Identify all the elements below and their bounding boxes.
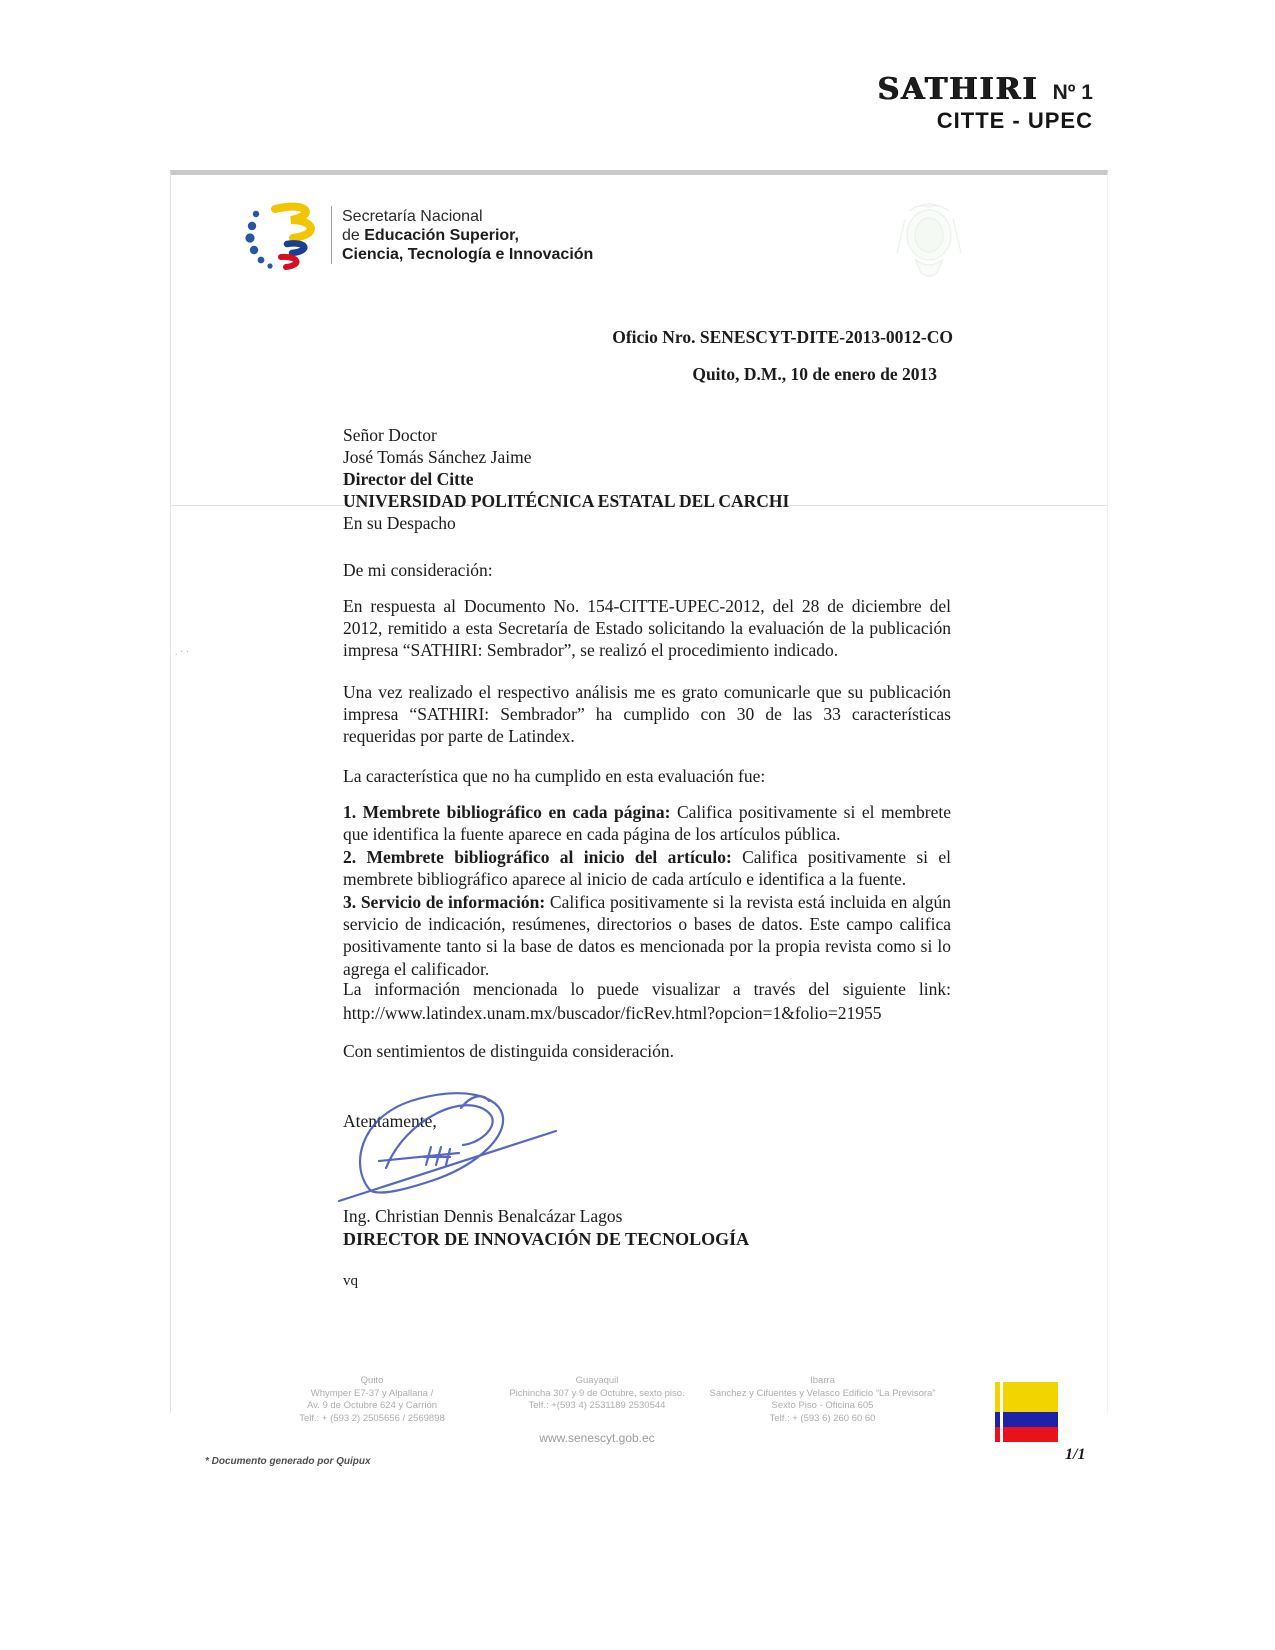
item-2-lead: 2. Membrete bibliográfico al inicio del artículo: [343, 846, 732, 867]
page-number: 1/1 [1065, 1446, 1086, 1463]
scan-artifact-dots: . · · [175, 647, 190, 658]
office-address: Sexto Piso - Oficina 605 [771, 1400, 874, 1411]
logo-line3-bold: Ciencia, Tecnología e Innovación [342, 245, 594, 263]
office-address: Pichincha 307 y 9 de Octubre, sexto piso. [509, 1387, 685, 1399]
letter-sheet [170, 170, 1108, 1413]
item-3-text: Califica positivamente si la revista está incluida en algún servicio de indicación, resúmenes, directorios o bases de datos. Este campo califica positivamente tanto si la base de datos es mencionada por la propia revista como si lo agrega el calificador. [343, 891, 952, 979]
evaluation-item-3 [343, 891, 951, 981]
evaluation-item-2 [343, 846, 951, 891]
typist-initials: vq [343, 1273, 358, 1289]
journal-subtitle: CITTE - UPEC [936, 108, 1093, 133]
quipux-note: * Documento generado por Quipux [205, 1456, 371, 1467]
flag-pole-line [1000, 1382, 1003, 1442]
characteristic-intro: La característica que no ha cumplido en esta evaluación fue: [343, 766, 766, 786]
paragraph-1: En respuesta al Documento No. 154-CITTE-UPEC-2012, del 28 de diciembre del 2012, remitido a esta Secretaría de Estado solicitando la evaluación de la publicación impresa “SATHIRI: Sembrador”, se realizó el procedimiento indicado. [343, 596, 951, 660]
flag-stripe-yellow [995, 1382, 1058, 1412]
office-address: Av. 9 de Octubre 624 y Carrión [306, 1400, 438, 1411]
dateline: Quito, D.M., 10 de enero de 2013 [692, 364, 937, 384]
logo-divider [331, 206, 332, 264]
recipient-institution: UNIVERSIDAD POLITÉCNICA ESTATAL DEL CARCHI [343, 491, 790, 511]
coat-of-arms-watermark-icon [879, 193, 979, 283]
office-address: Whymper E7-37 y Alpallana / [310, 1387, 434, 1399]
office-address: Sánchez y Cifuentes y Velasco Edificio “La Previsora” [709, 1387, 936, 1399]
signoff: Atentamente, [343, 1111, 437, 1131]
ecuador-flag [995, 1382, 1058, 1442]
logo-line1: Secretaría Nacional [342, 207, 483, 225]
footer-office-ibarra [695, 1375, 950, 1425]
senescyt-logo-icon [245, 199, 329, 271]
flag-stripe-blue [995, 1412, 1058, 1427]
latindex-url: http://www.latindex.unam.mx/buscador/ficRev.html?opcion=1&folio=21955 [343, 1003, 882, 1023]
journal-title: SATHIRI [877, 72, 1039, 107]
salutation: De mi consideración: [343, 560, 493, 580]
recipient-name: José Tomás Sánchez Jaime [343, 447, 532, 467]
closing-line: Con sentimientos de distinguida consideración. [343, 1041, 674, 1061]
office-city: Guayaquil [575, 1375, 619, 1386]
website-url: www.senescyt.gob.ec [539, 1431, 655, 1445]
item-1-text: Califica positivamente si el membrete que identifica la fuente aparece en cada página de los artículos pública. [343, 802, 951, 845]
journal-issue-number: Nº 1 [1052, 81, 1093, 104]
footer-office-quito [252, 1375, 492, 1425]
footer-office-guayaquil [487, 1375, 707, 1413]
evaluation-item-1 [343, 801, 951, 846]
evaluation-items [343, 801, 951, 980]
office-city: Quito [360, 1375, 384, 1386]
link-lead: La información mencionada lo puede visualizar a través del siguiente link: [343, 979, 951, 999]
item-1-lead: 1. Membrete bibliográfico en cada página: [343, 802, 671, 822]
flag-stripe-red [995, 1427, 1058, 1442]
office-phone: Telf.: + (593 2) 2505656 / 2569898 [299, 1412, 445, 1424]
item-3-lead: 3. Servicio de información: [343, 891, 546, 912]
paragraph-2: Una vez realizado el respectivo análisis me es grato comunicarle que su publicación impresa “SATHIRI: Sembrador” ha cumplido con 30 de las 33 características requeridas por parte de Latindex. [343, 682, 951, 746]
recipient-title: Director del Citte [343, 469, 474, 489]
signer-name: Ing. Christian Dennis Benalcázar Lagos [343, 1206, 623, 1226]
senescyt-logo [245, 199, 593, 271]
oficio-number: Oficio Nro. SENESCYT-DITE-2013-0012-CO [612, 327, 953, 347]
office-phone: Telf.: + (593 6) 260 60 60 [769, 1412, 876, 1424]
logo-line2-prefix: de [342, 226, 365, 244]
recipient-block [343, 424, 789, 534]
recipient-honorific: Señor Doctor [343, 425, 437, 445]
signature-block [343, 1205, 749, 1251]
item-2-text: Califica positivamente si el membrete bibliográfico aparece al inicio de cada artículo e identifica a la fuente. [343, 846, 951, 890]
office-city: Ibarra [810, 1375, 835, 1386]
logo-text [342, 207, 593, 264]
logo-line2-bold: Educación Superior, [364, 226, 519, 244]
office-phone: Telf.: +(593 4) 2531189 2530544 [528, 1400, 666, 1411]
recipient-location: En su Despacho [343, 513, 456, 533]
journal-header [878, 72, 1093, 134]
signer-title: DIRECTOR DE INNOVACIÓN DE TECNOLOGÍA [343, 1229, 750, 1249]
handwritten-signature [331, 1073, 561, 1213]
